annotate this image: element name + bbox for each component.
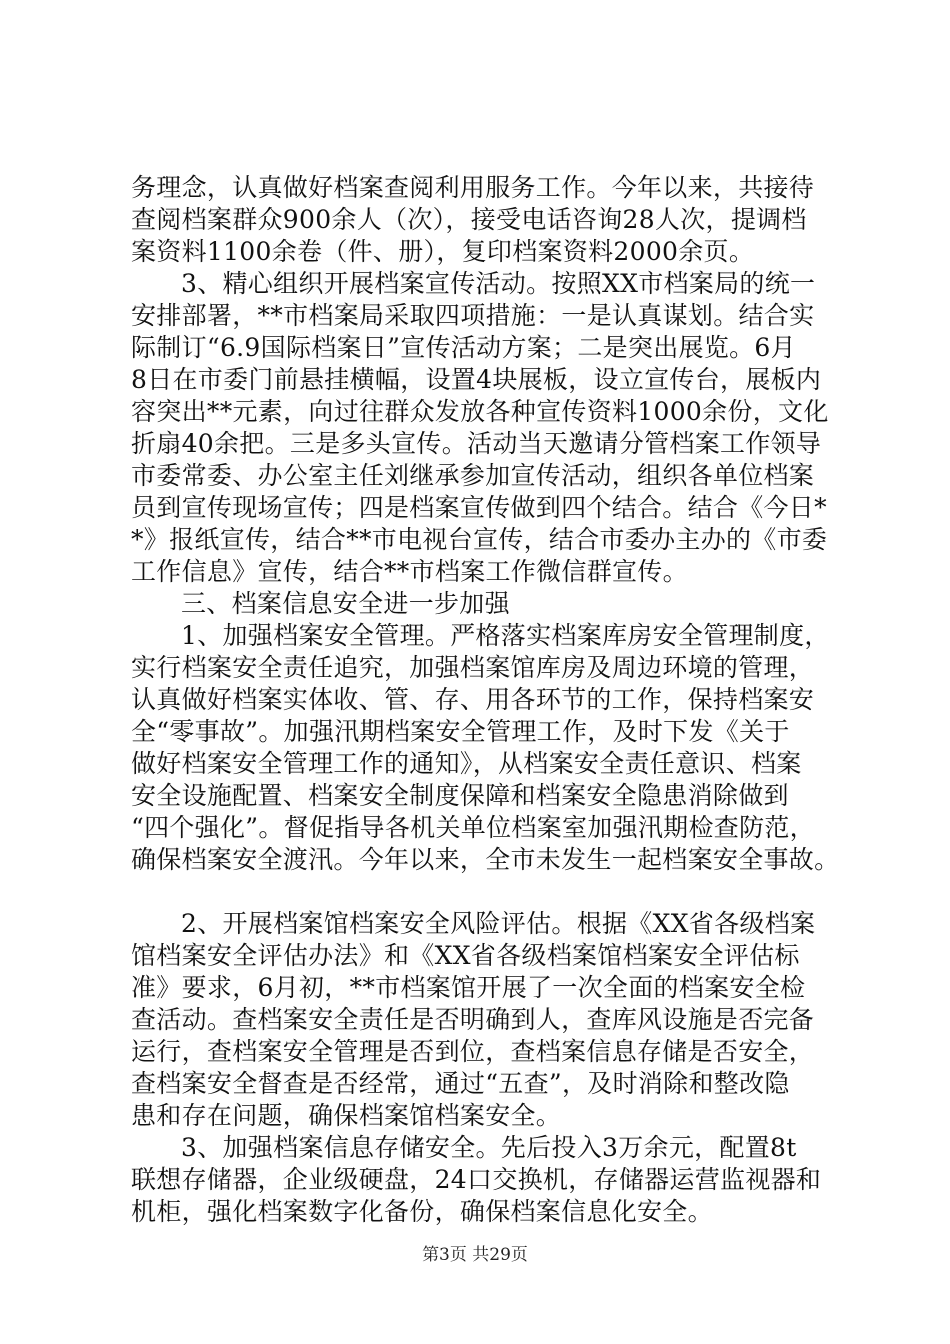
text-line: 查档案安全督查是否经常，通过“五查”，及时消除和整改隐: [131, 1069, 790, 1098]
text-line: 查活动。查档案安全责任是否明确到人，查库风设施是否完备: [131, 1005, 815, 1034]
text-line: 确保档案安全渡汛。今年以来，全市未发生一起档案安全事故。: [131, 845, 840, 874]
text-line: 务理念，认真做好档案查阅利用服务工作。今年以来，共接待: [131, 173, 815, 202]
page-footer: 第3页 共29页: [422, 1245, 528, 1265]
text-line: 员到宣传现场宣传；四是档案宣传做到四个结合。结合《今日*: [131, 493, 827, 522]
text-line: 际制订“6.9国际档案日”宣传活动方案；二是突出展览。6月: [131, 333, 796, 362]
text-line: 认真做好档案实体收、管、存、用各环节的工作，保持档案安: [131, 685, 815, 714]
text-line: 运行，查档案安全管理是否到位，查档案信息存储是否安全，: [131, 1037, 815, 1066]
text-line: 机柜，强化档案数字化备份，确保档案信息化安全。: [131, 1197, 713, 1226]
text-line: 安全设施配置、档案安全制度保障和档案安全隐患消除做到: [131, 781, 789, 810]
text-line: 全“零事故”。加强汛期档案安全管理工作，及时下发《关于: [131, 717, 790, 746]
text-line: 查阅档案群众900余人（次），接受电话咨询28人次，提调档: [131, 205, 807, 234]
text-line: 容突出**元素，向过往群众发放各种宣传资料1000余份，文化: [131, 397, 829, 426]
text-line: 做好档案安全管理工作的通知》，从档案安全责任意识、档案: [131, 749, 802, 778]
text-line: 8日在市委门前悬挂横幅，设置4块展板，设立宣传台，展板内: [131, 365, 822, 394]
paragraph-start-line: 3、精心组织开展档案宣传活动。按照XX市档案局的统一: [181, 269, 816, 298]
text-line: 安排部署，**市档案局采取四项措施：一是认真谋划。结合实: [131, 301, 815, 330]
text-line: 市委常委、办公室主任刘继承参加宣传活动，组织各单位档案: [131, 461, 815, 490]
text-line: 折扇40余把。三是多头宣传。活动当天邀请分管档案工作领导: [131, 429, 822, 458]
section-heading: 三、档案信息安全进一步加强: [181, 589, 510, 618]
text-line: 工作信息》宣传，结合**市档案工作微信群宣传。: [131, 557, 688, 586]
text-line: *》报纸宣传，结合**市电视台宣传，结合市委办主办的《市委: [131, 525, 828, 554]
text-line: 患和存在问题，确保档案馆档案安全。: [131, 1101, 562, 1130]
text-line: “四个强化”。督促指导各机关单位档案室加强汛期检查防范，: [131, 813, 815, 842]
text-line: 案资料1100余卷（件、册），复印档案资料2000余页。: [131, 237, 755, 266]
paragraph-start-line: 1、加强档案安全管理。严格落实档案库房安全管理制度，: [181, 621, 830, 650]
document-body: [131, 172, 840, 1228]
text-line: 实行档案安全责任追究，加强档案馆库房及周边环境的管理，: [131, 653, 815, 682]
text-line: 准》要求，6月初，**市档案馆开展了一次全面的档案安全检: [131, 973, 806, 1002]
paragraph-start-line: 3、加强档案信息存储安全。先后投入3万余元，配置8t: [181, 1133, 797, 1162]
text-line: 联想存储器，企业级硬盘，24口交换机，存储器运营监视器和: [131, 1165, 822, 1194]
blank-line: [131, 876, 837, 908]
text-line: 馆档案安全评估办法》和《XX省各级档案馆档案安全评估标: [131, 941, 800, 970]
paragraph-start-line: 2、开展档案馆档案安全风险评估。根据《XX省各级档案: [181, 909, 816, 938]
